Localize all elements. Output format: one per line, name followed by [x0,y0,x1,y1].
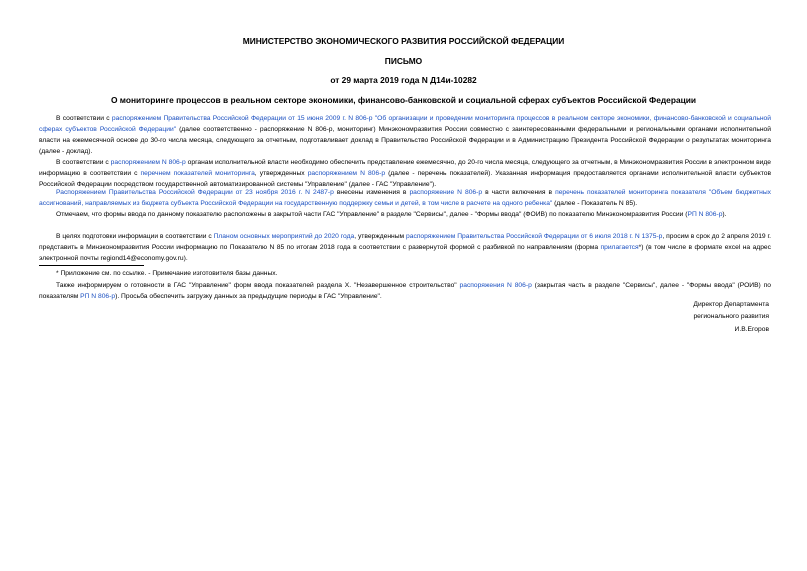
link-decree-806r[interactable]: распоряжения N 806-р [459,282,532,289]
link-indicators-list[interactable]: перечнем показателей мониторинга [140,170,255,177]
footnote-divider [39,265,144,266]
paragraph-text: (далее - перечень показателей). Указанная информация предоставляется органами исполнительной власти субъектов Российской Федерации посредством государственной автоматизированной системы "Управление" (далее - ГАС "Управление"). [39,170,772,188]
paragraph-1 [39,113,771,157]
link-decree-806r[interactable]: распоряжением Правительства Российской Федерации от 15 июня 2009 г. N 806-р "Об организации и проведении мониторинга процессов в реальном секторе экономики, финансово-банковской и социальной сферах субъектов Российской Федерации" [39,115,771,133]
paragraph-text: В соответствии с [56,159,111,166]
link-plan-2020[interactable]: Планом основных мероприятий до 2020 года [213,233,355,240]
paragraph-text: Также информируем о готовности в ГАС "Управление" форм ввода показателей раздела X. "Незавершенное строительство" [56,282,460,289]
paragraph-text: (закрытая часть в разделе "Сервисы", далее - "Формы ввода" (РОИВ) по показателям [39,282,771,300]
link-decree-806r[interactable]: распоряжение N 806-р [409,189,483,196]
signature-department: регионального развития [693,313,769,320]
paragraph-text: (далее соответственно - распоряжение N 806-р, мониторинг) Минэкономразвития России совместно с заинтересованными федеральными и региональными органами исполнительной власти на ежемесячной основе до 30-го числа месяца, следующего за отчетным, подготавливает доклад в Правительство Российской Федерации и в Администрацию Президента Российской Федерации о результатах мониторинга (далее - доклад). [39,126,772,155]
paragraph-text: В целях подготовки информации в соответствии с [56,233,214,240]
document-title: О мониторинге процессов в реальном секторе экономики, финансово-банковской и социальной сферах субъектов Российской Федерации [110,95,697,105]
paragraph-2 [39,157,771,190]
footnote: * Приложение см. по ссылке. - Примечание изготовителя базы данных. [56,270,278,277]
paragraph-text: в части включения в [482,189,556,196]
paragraph-3 [39,187,771,209]
paragraph-text: Отмечаем, что формы ввода по данному показателю расположены в закрытой части ГАС "Управление" в разделе "Сервисы", далее - "Формы ввода" (ФОИВ) по показателю Минэкономразвития России ( [56,211,688,218]
link-decree-1375r[interactable]: распоряжением Правительства Российской Федерации от 6 июля 2018 г. N 1375-р [406,233,663,240]
paragraph-text: , утвержденным [354,233,407,240]
paragraph-5 [39,231,771,264]
signature-name: И.В.Егоров [734,326,769,333]
paragraph-text: *) (в том числе в формате excel на адрес электронной почты regiond14@economy.gov.ru). [39,244,771,262]
paragraph-text: , просим в срок до 2 апреля 2019 г. представить в Минэкономразвития России информацию по Показателю N 85 по итогам 2018 года в соответствии с развернутой формой с разбивкой по направлениям (форма [39,233,771,251]
link-decree-806r[interactable]: распоряжением N 806-р [110,159,186,166]
document-type: ПИСЬМО [384,56,423,66]
paragraph-text: органам исполнительной власти необходимо обеспечить представление ежемесячно, до 20-го числа месяца, следующего за отчетным, в Минэкономразвития России в электронном виде информацию в соответствии с [39,159,772,177]
paragraph-text: (далее - Показатель N 85). [552,200,638,207]
document-date-number: от 29 марта 2019 года N Д14и-10282 [330,75,477,85]
paragraph-text: , утвержденных [254,170,308,177]
paragraph-4 [39,209,771,220]
ministry-heading: МИНИСТЕРСТВО ЭКОНОМИЧЕСКОГО РАЗВИТИЯ РОССИЙСКОЙ ФЕДЕРАЦИИ [242,36,565,46]
paragraph-text: ). [722,211,727,218]
paragraph-text: В соответствии с [56,115,112,122]
link-indicators-list[interactable]: перечень показателей мониторинга показателя "Объем бюджетных ассигнований, направляемых из бюджета субъекта Российской Федерации на государственную поддержку семьи и детей, в том числе в расчете на одного ребенка" [39,189,771,207]
paragraph-text: ). Просьба обеспечить загрузку данных за предыдущие периоды в ГАС "Управление". [115,293,382,300]
link-decree-2487r[interactable]: Распоряжением Правительства Российской Федерации от 23 ноября 2016 г. N 2487-р [56,189,334,196]
signature-position: Директор Департамента [693,301,769,308]
link-rp-806r[interactable]: РП N 806-р [687,211,723,218]
paragraph-6 [39,280,771,302]
link-decree-806r[interactable]: распоряжением N 806-р [307,170,386,177]
paragraph-text: внесены изменения в [333,189,410,196]
link-attachment[interactable]: прилагается [600,244,639,251]
link-rp-806r[interactable]: РП N 806-р [80,293,116,300]
